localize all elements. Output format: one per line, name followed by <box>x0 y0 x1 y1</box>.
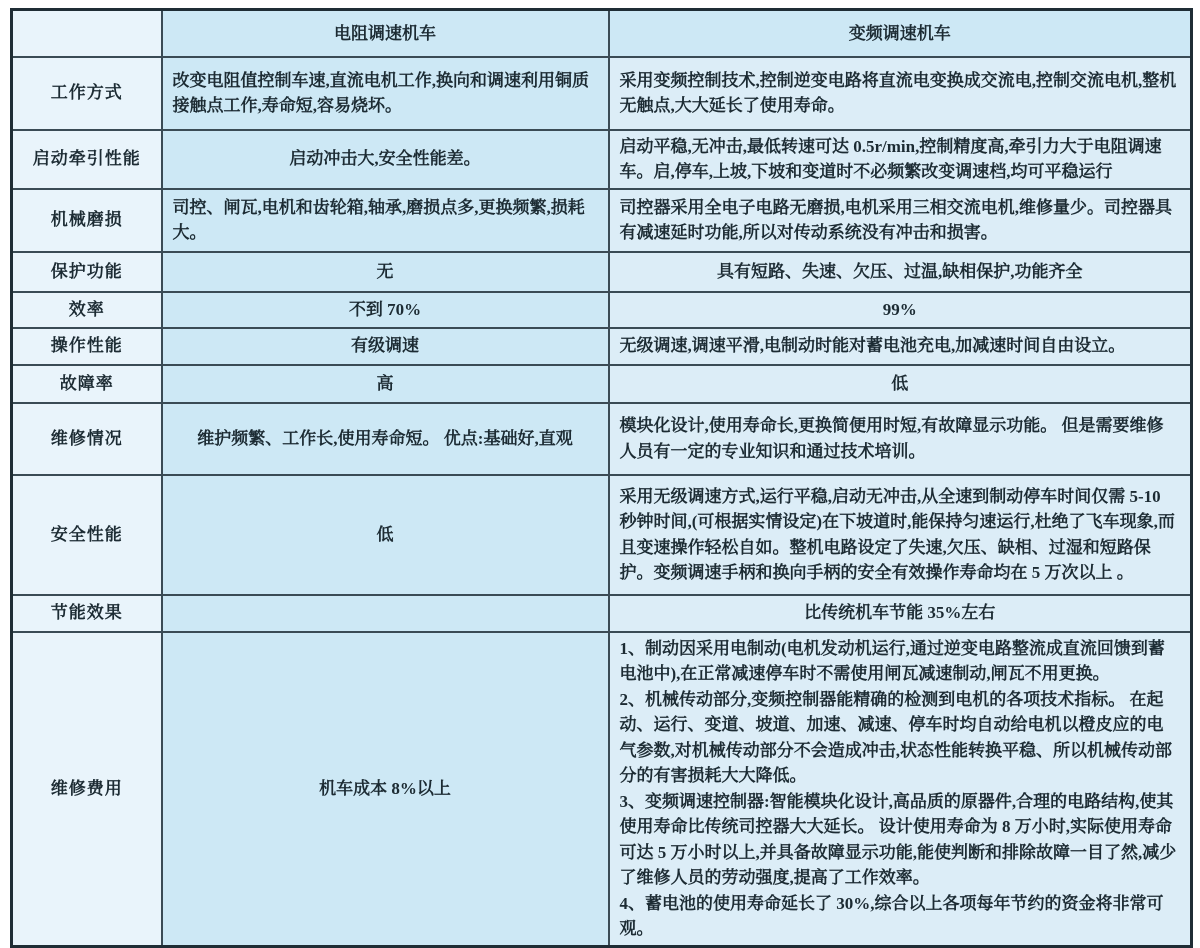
header-resistance-locomotive: 电阻调速机车 <box>162 10 609 57</box>
table-row-efficiency <box>12 292 1192 328</box>
row-label: 维修费用 <box>12 632 162 947</box>
row-label: 操作性能 <box>12 328 162 365</box>
row-label: 维修情况 <box>12 403 162 475</box>
repair-cost-point-4: 4、蓄电池的使用寿命延长了 30%,综合以上各项每年节约的资金将非常可观。 <box>619 893 1164 938</box>
table-row-failure-rate <box>12 365 1192 403</box>
header-row <box>12 10 1192 57</box>
row-label: 保护功能 <box>12 252 162 292</box>
table-row-repair-cost <box>12 632 1192 947</box>
table-row-working-mode <box>12 57 1192 130</box>
repair-cost-point-1: 1、制动因采用电制动(电机发动机运行,通过逆变电路整流成直流回馈到蓄电池中),在正常减速停车时不需使用闸瓦减速制动,闸瓦不用更换。 <box>619 638 1165 683</box>
row-label: 节能效果 <box>12 595 162 632</box>
resistance-cell: 改变电阻值控制车速,直流电机工作,换向和调速利用铜质接触点工作,寿命短,容易烧坏。 <box>162 57 609 130</box>
comparison-table <box>10 8 1193 948</box>
header-vfd-locomotive: 变频调速机车 <box>609 10 1192 57</box>
resistance-cell: 有级调速 <box>162 328 609 365</box>
vfd-cell: 启动平稳,无冲击,最低转速可达 0.5r/min,控制精度高,牵引力大于电阻调速车。启,停车,上坡,下坡和变道时不必频繁改变调速档,均可平稳运行 <box>609 130 1192 189</box>
table-row-start-traction <box>12 130 1192 189</box>
table-row-operation <box>12 328 1192 365</box>
resistance-cell: 高 <box>162 365 609 403</box>
table-row-mechanical-wear <box>12 189 1192 252</box>
repair-cost-point-2: 2、机械传动部分,变频控制器能精确的检测到电机的各项技术指标。 在起动、运行、变道、坡道、加速、减速、停车时均自动给电机以橙皮应的电气参数,对机械传动部分不会造成冲击,状态性能转换平稳、所以机械传动部分的有害损耗大大降低。 <box>619 689 1172 785</box>
resistance-cell <box>162 595 609 632</box>
vfd-cell: 99% <box>609 292 1192 328</box>
table-row-protection <box>12 252 1192 292</box>
table-row-energy-saving <box>12 595 1192 632</box>
vfd-cell <box>609 632 1192 947</box>
row-label: 启动牵引性能 <box>12 130 162 189</box>
table-row-maintenance <box>12 403 1192 475</box>
resistance-cell: 无 <box>162 252 609 292</box>
header-corner-cell <box>12 10 162 57</box>
vfd-cell: 无级调速,调速平滑,电制动时能对蓄电池充电,加减速时间自由设立。 <box>609 328 1192 365</box>
row-label: 效率 <box>12 292 162 328</box>
resistance-cell: 机车成本 8%以上 <box>162 632 609 947</box>
resistance-cell: 启动冲击大,安全性能差。 <box>162 130 609 189</box>
vfd-cell: 司控器采用全电子电路无磨损,电机采用三相交流电机,维修量少。司控器具有减速延时功能,所以对传动系统没有冲击和损害。 <box>609 189 1192 252</box>
row-label: 故障率 <box>12 365 162 403</box>
vfd-cell: 低 <box>609 365 1192 403</box>
vfd-cell: 采用无级调速方式,运行平稳,启动无冲击,从全速到制动停车时间仅需 5-10 秒钟时间,(可根据实情设定)在下坡道时,能保持匀速运行,杜绝了飞车现象,而且变速操作轻松自如。整机电路设定了失速,欠压、缺相、过湿和短路保护。变频调速手柄和换向手柄的安全有效操作寿命均在 5 万次以上 。 <box>609 475 1192 595</box>
vfd-cell: 模块化设计,使用寿命长,更换简便用时短,有故障显示功能。 但是需要维修人员有一定的专业知识和通过技术培训。 <box>609 403 1192 475</box>
resistance-cell: 维护频繁、工作长,使用寿命短。 优点:基础好,直观 <box>162 403 609 475</box>
resistance-cell: 低 <box>162 475 609 595</box>
resistance-cell: 不到 70% <box>162 292 609 328</box>
vfd-cell: 比传统机车节能 35%左右 <box>609 595 1192 632</box>
table-row-safety <box>12 475 1192 595</box>
vfd-cell: 采用变频控制技术,控制逆变电路将直流电变换成交流电,控制交流电机,整机无触点,大大延长了使用寿命。 <box>609 57 1192 130</box>
vfd-cell: 具有短路、失速、欠压、过温,缺相保护,功能齐全 <box>609 252 1192 292</box>
row-label: 安全性能 <box>12 475 162 595</box>
resistance-cell: 司控、闸瓦,电机和齿轮箱,轴承,磨损点多,更换频繁,损耗大。 <box>162 189 609 252</box>
row-label: 工作方式 <box>12 57 162 130</box>
row-label: 机械磨损 <box>12 189 162 252</box>
repair-cost-point-3: 3、变频调速控制器:智能模块化设计,高品质的原器件,合理的电路结构,使其使用寿命比传统司控器大大延长。 设计使用寿命为 8 万小时,实际使用寿命可达 5 万小时以上,并具备故障显示功能,能使判断和排除故障一目了然,减少了维修人员的劳动强度,提高了工作效率。 <box>619 791 1177 887</box>
